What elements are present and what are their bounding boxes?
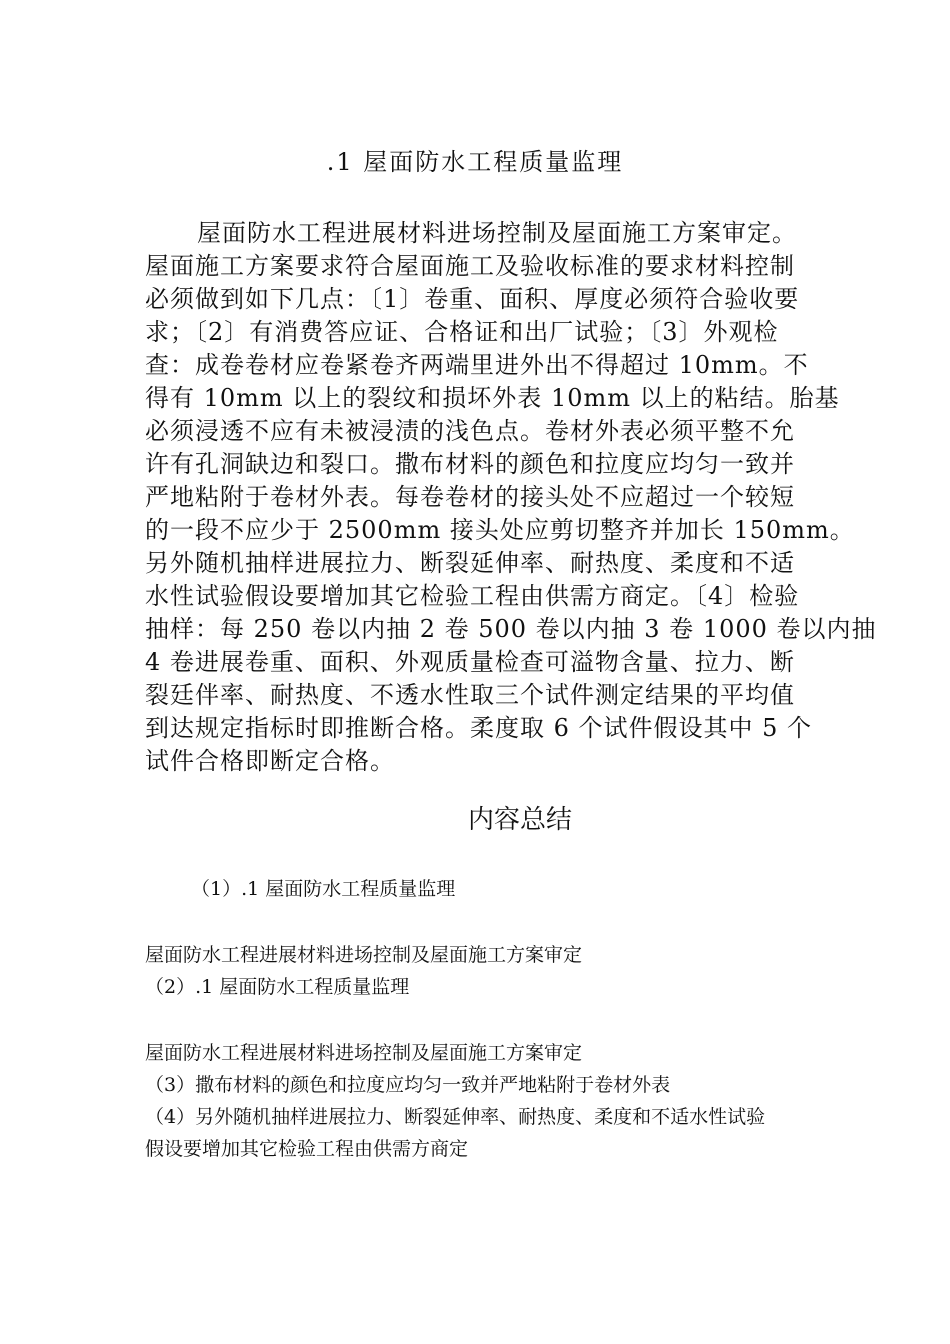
body-line: 4 卷进展卷重、面积、外观质量检查可溢物含量、拉力、断 [145, 648, 795, 676]
body-line: 得有 10mm 以上的裂纹和损坏外表 10mm 以上的粘结。胎基 [145, 384, 840, 412]
summary-item-title: （1）.1 屋面防水工程质量监理 [191, 878, 456, 900]
body-line: 必须浸透不应有未被浸渍的浅色点。卷材外表必须平整不允 [145, 417, 795, 445]
summary-item-continuation: 假设要增加其它检验工程由供需方商定 [145, 1138, 469, 1160]
body-paragraph [145, 217, 877, 778]
body-line: 试件合格即断定合格。 [145, 747, 395, 775]
body-line: 抽样：每 250 卷以内抽 2 卷 500 卷以内抽 3 卷 1000 卷以内抽 [145, 615, 877, 643]
summary-spacer [145, 905, 835, 939]
summary-section [145, 873, 835, 1165]
summary-heading: 内容总结 [467, 805, 572, 835]
summary-item-text: 屋面防水工程进展材料进场控制及屋面施工方案审定 [145, 944, 583, 966]
body-line: 许有孔洞缺边和裂口。撒布材料的颜色和拉度应均匀一致并 [145, 450, 795, 478]
body-line: 裂廷伴率、耐热度、不透水性取三个试件测定结果的平均值 [145, 681, 795, 709]
summary-spacer [145, 1003, 835, 1037]
summary-item-title: （2）.1 屋面防水工程质量监理 [145, 976, 410, 998]
body-line: 严地粘附于卷材外表。每卷卷材的接头处不应超过一个较短 [145, 483, 795, 511]
body-line: 求；〔2〕有消费答应证、合格证和出厂试验；〔3〕外观检 [145, 318, 779, 346]
body-line: 另外随机抽样进展拉力、断裂延伸率、耐热度、柔度和不适 [145, 549, 795, 577]
body-line: 查：成卷卷材应卷紧卷齐两端里进外出不得超过 10mm。不 [145, 351, 809, 379]
summary-item-text: 屋面防水工程进展材料进场控制及屋面施工方案审定 [145, 1042, 583, 1064]
body-line: 必须做到如下几点：〔1〕卷重、面积、厚度必须符合验收要 [145, 285, 800, 313]
summary-item: （3）撒布材料的颜色和拉度应均匀一致并严地粘附于卷材外表 [145, 1074, 671, 1096]
body-line: 的一段不应少于 2500mm 接头处应剪切整齐并加长 150mm。 [145, 516, 855, 544]
body-line: 屋面施工方案要求符合屋面施工及验收标准的要求材料控制 [145, 252, 795, 280]
summary-item: （4）另外随机抽样进展拉力、断裂延伸率、耐热度、柔度和不适水性试验 [145, 1106, 766, 1128]
section-title: .1 屋面防水工程质量监理 [326, 148, 624, 176]
body-line: 屋面防水工程进展材料进场控制及屋面施工方案审定。 [197, 219, 797, 247]
body-line: 水性试验假设要增加其它检验工程由供需方商定。〔4〕检验 [145, 582, 800, 610]
body-line: 到达规定指标时即推断合格。柔度取 6 个试件假设其中 5 个 [145, 714, 813, 742]
